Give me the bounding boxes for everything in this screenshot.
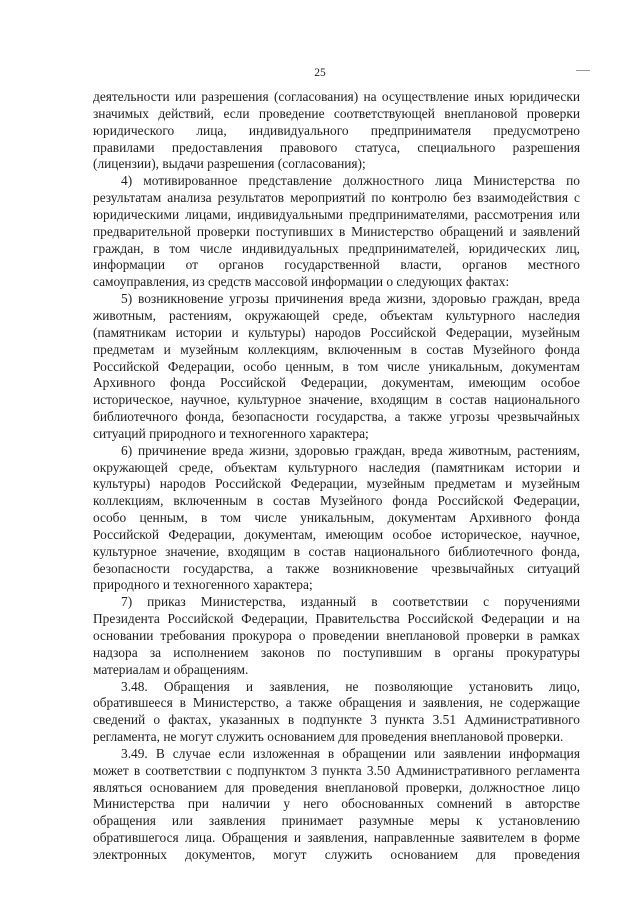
text-line: 5) возникновение угрозы причинения вреда жизни, здоровью граждан, вреда [121, 291, 580, 307]
text-line: Президента Российской Федерации, Правительства Российской Федерации и на [93, 611, 580, 627]
text-line: сведений о фактах, указанных в подпункте 3 пункта 3.51 Административного [93, 712, 580, 728]
text-line: юридическими лицами, индивидуальными предпринимателями, рассмотрения или [93, 206, 580, 222]
text-line: предметам и музейным коллекциям, включенным в состав Музейного фонда [93, 341, 580, 357]
text-line: электронных документов, могут служить основанием для проведения [93, 846, 580, 862]
page-number: 25 [314, 67, 326, 79]
text-line: основании требования прокурора о проведении внеплановой проверки в рамках [93, 628, 580, 643]
text-line: деятельности или разрешения (согласования) на осуществление иных юридически [93, 89, 580, 104]
text-line: надзора за исполнением законов по поступившим в органы прокуратуры [93, 644, 580, 660]
text-line: материалам и обращениям. [93, 661, 249, 677]
text-line: правилами предоставления правового статуса, специального разрешения [93, 139, 580, 155]
text-line: культуры) народов Российской Федерации, музейным предметам и музейным [93, 476, 580, 492]
text-line: безопасности государства, а также возникновение чрезвычайных ситуаций [93, 560, 580, 576]
scan-mark [576, 70, 590, 71]
text-line: окружающей среде, объектам культурного наследия (памятникам истории и [93, 459, 580, 475]
text-line: библиотечного фонда, безопасности государства, а также угрозы чрезвычайных [93, 409, 580, 425]
text-line: коллекциям, включенным в состав Музейного фонда Российской Федерации, [93, 493, 580, 509]
text-line: регламента, не могут служить основанием для проведения внеплановой проверки. [93, 729, 564, 745]
document-body [93, 89, 580, 864]
text-line: Министерства при наличии у него обоснованных сомнений в авторстве [93, 796, 580, 812]
text-line: культурное значение, входящим в состав национального библиотечного фонда, [93, 543, 580, 559]
text-line: Архивного фонда Российской Федерации, документам, имеющим особое [93, 375, 580, 391]
text-line: обратившееся в Министерство, а также обращения и заявления, не содержащие [93, 695, 580, 711]
text-line: Российской Федерации, особо ценным, в том числе уникальным, документам [93, 358, 580, 374]
text-line: 4) мотивированное представление должностного лица Министерства по [121, 173, 580, 189]
text-line: обращения или заявления принимает разумные меры к установлению [93, 813, 580, 829]
text-line: (памятникам истории и культуры) народов Российской Федерации, музейным [93, 324, 580, 340]
text-line: обратившегося лица. Обращения и заявления, направленные заявителем в форме [93, 830, 580, 846]
text-line: ситуаций природного и техногенного характера; [93, 425, 369, 441]
text-line: информации от органов государственной власти, органов местного [93, 257, 580, 273]
text-line: 6) причинение вреда жизни, здоровью граждан, вреда животным, растениям, [121, 442, 580, 458]
text-line: Российской Федерации, документам, имеющим особое историческое, научное, [93, 526, 580, 542]
text-line: природного и техногенного характера; [93, 577, 313, 593]
text-line: 3.48. Обращения и заявления, не позволяющие установить лицо, [121, 678, 580, 694]
text-line: предварительной проверки поступивших в Министерство обращений и заявлений [93, 223, 580, 239]
text-line: животным, растениям, окружающей среде, объектам культурного наследия [93, 307, 580, 323]
text-line: особо ценным, в том числе уникальным, документам Архивного фонда [93, 510, 580, 526]
text-line: значимых действий, если проведение соответствующей внеплановой проверки [93, 105, 580, 121]
text-line: самоуправления, из средств массовой информации о следующих фактах: [93, 274, 510, 290]
text-line: результатам анализа результатов мероприятий по контролю без взаимодействия с [93, 190, 580, 206]
text-line: 3.49. В случае если изложенная в обращении или заявлении информация [121, 745, 580, 761]
text-line: юридического лица, индивидуального предпринимателя предусмотрено [93, 122, 580, 138]
text-line: являться основанием для проведения внеплановой проверки, должностное лицо [93, 779, 580, 795]
text-line: может в соответствии с подпунктом 3 пункта 3.50 Административного регламента [93, 762, 580, 778]
text-line: историческое, научное, культурное значение, входящим в состав национального [93, 392, 580, 408]
text-line: 7) приказ Министерства, изданный в соответствии с поручениями [121, 594, 580, 610]
text-line: граждан, в том числе индивидуальных предпринимателей, юридических лиц, [93, 240, 580, 256]
text-line: (лицензии), выдачи разрешения (согласования); [93, 156, 366, 172]
